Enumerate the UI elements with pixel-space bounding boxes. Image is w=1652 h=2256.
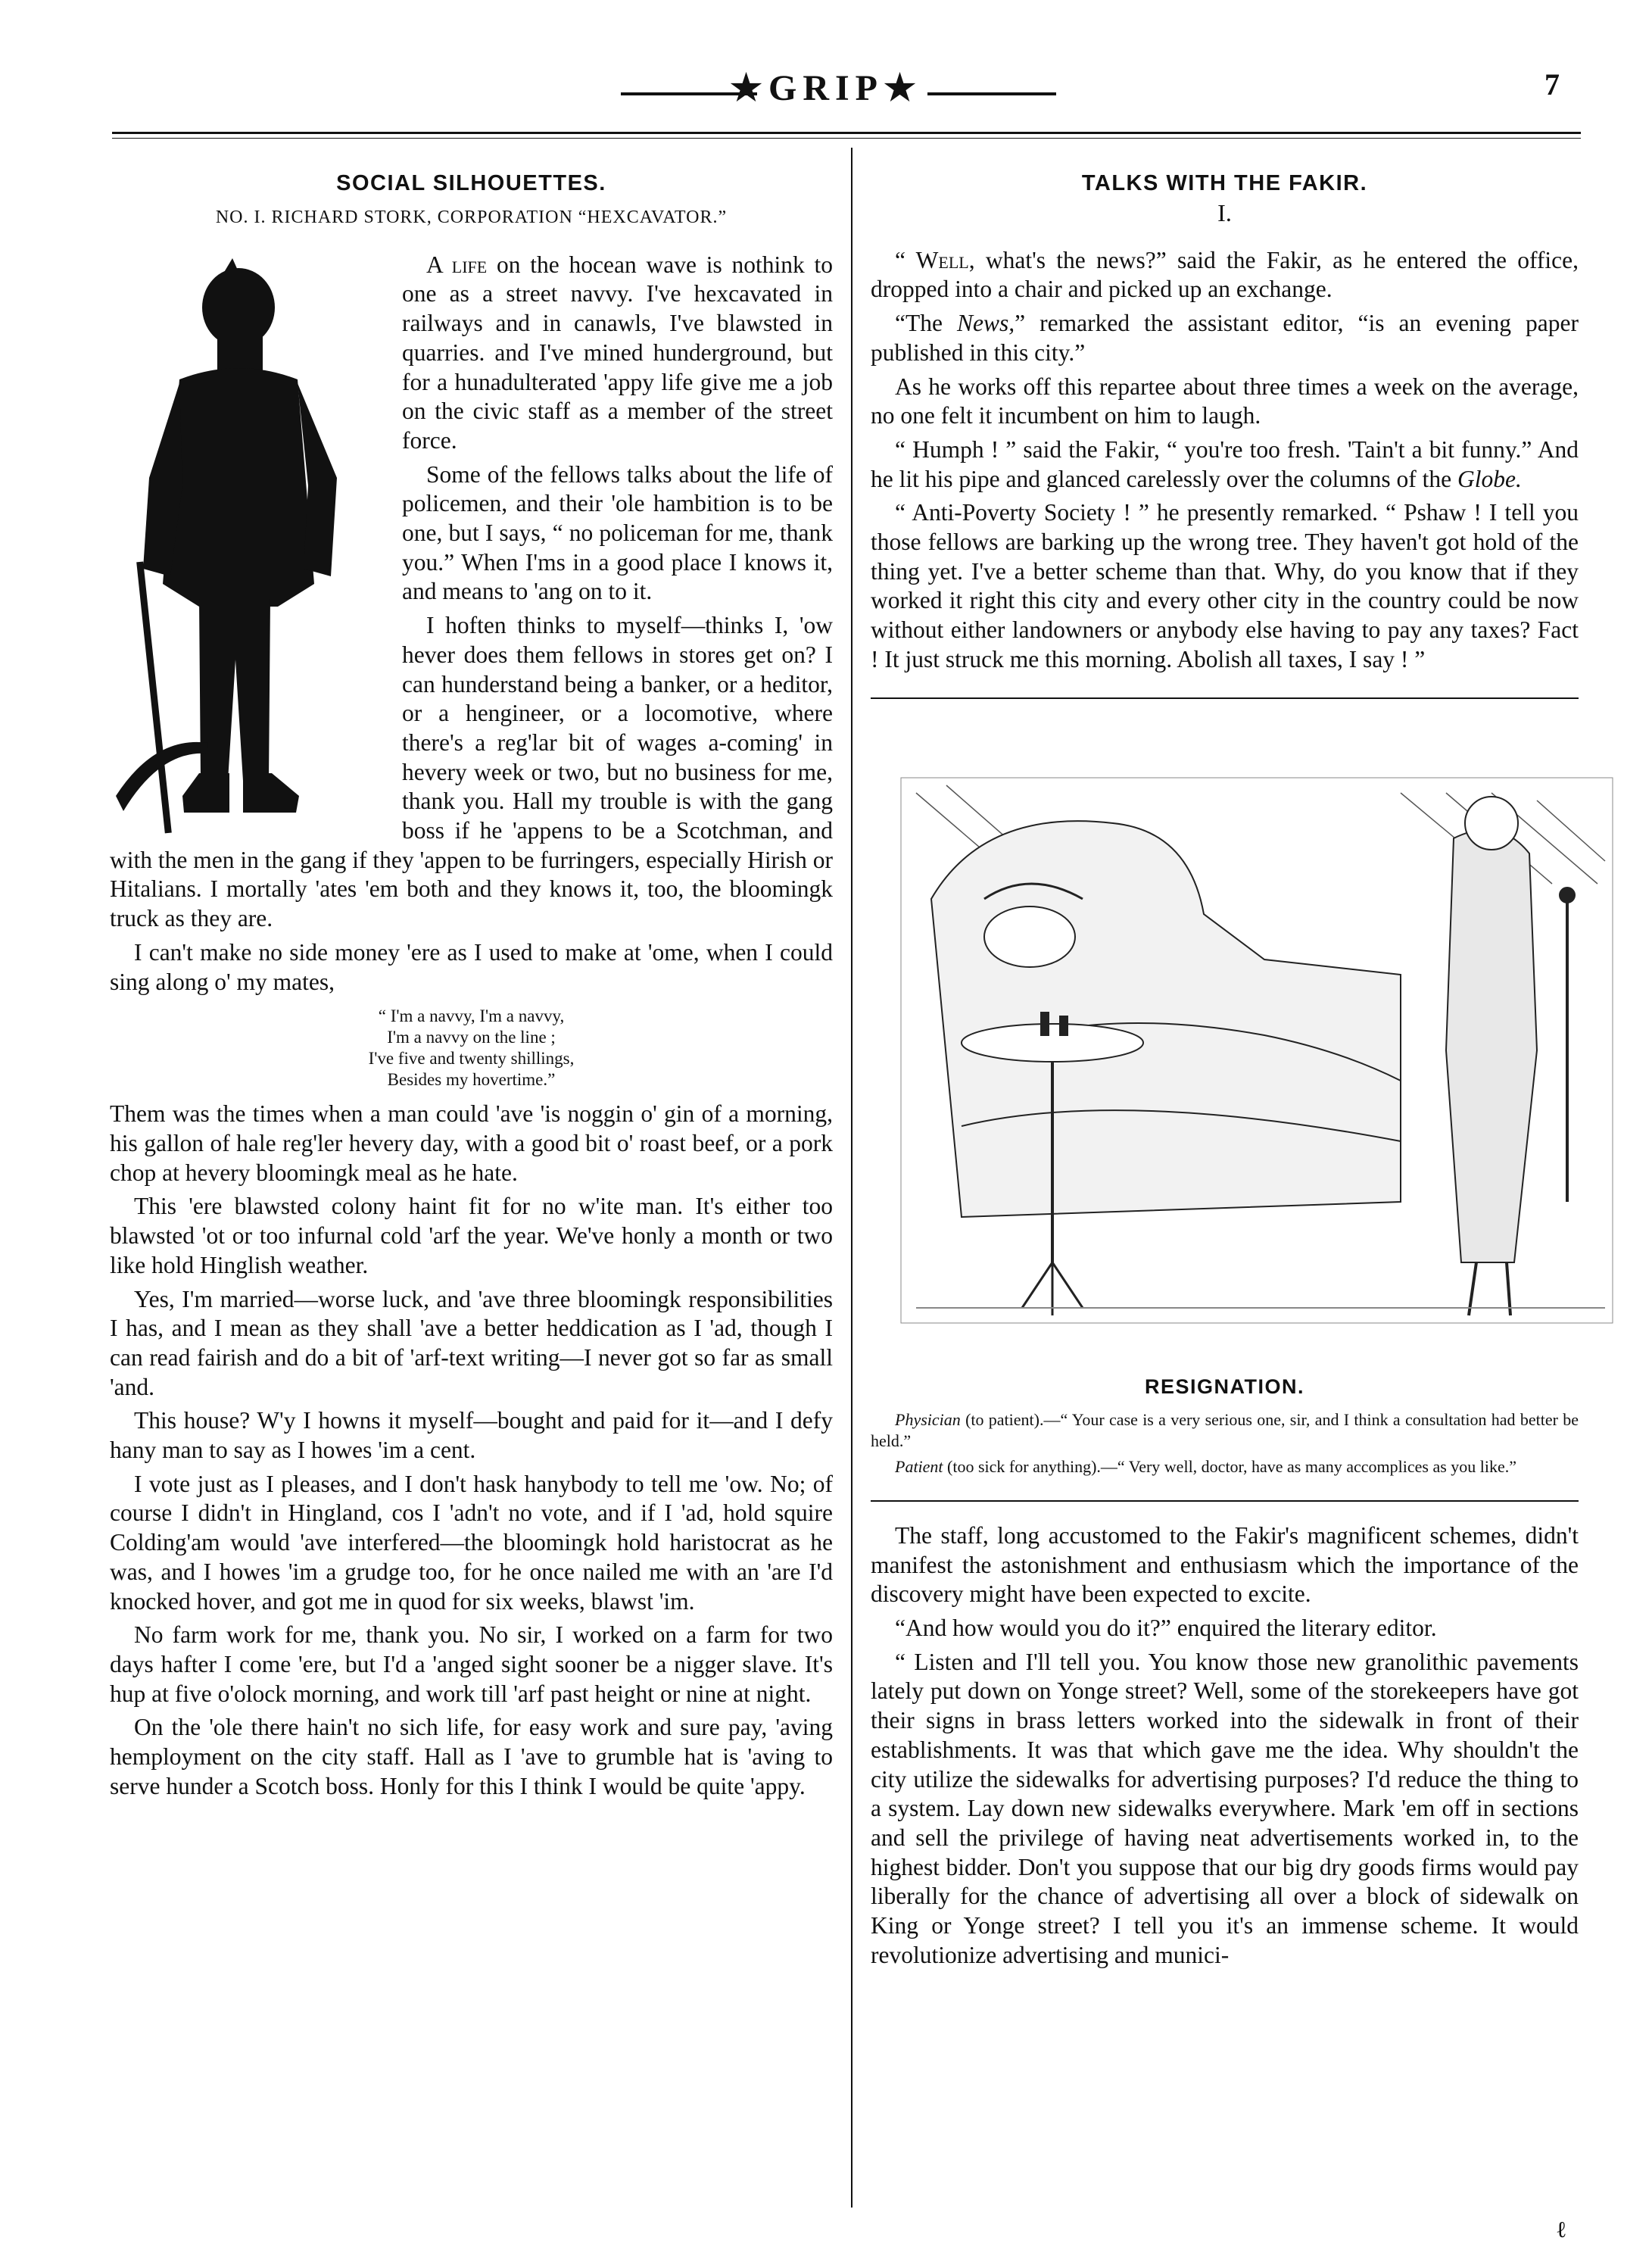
left-para-11: On the 'ole there hain't no sich life, for easy work and sure pay, 'aving hemployment on the city staff. Hall as I 'ave to grumble hat is 'aving to serve hunder a Scotch boss. Honly for this I think I would be quite 'appy. bbox=[110, 1714, 833, 1799]
left-para-1: on the hocean wave is nothink to one as a street navvy. I've hexcavated in railways and in canawls, I've blawsted in quarries. and I've mined hunderground, but for a hunadulterated 'appy life give me a job on the civic staff as a member of the street force. bbox=[402, 251, 834, 454]
right-column bbox=[871, 168, 1579, 1975]
right-para-2b: ” remarked the assistant editor, “is an evening paper published in this city.” bbox=[871, 310, 1579, 366]
caption-patient: (too sick for anything).—“ Very well, doctor, have as many accomplices as you like.” bbox=[947, 1456, 1517, 1476]
verse-line: I've five and twenty shillings, bbox=[368, 1049, 575, 1069]
para1-lead: A life bbox=[426, 251, 488, 278]
section-divider bbox=[871, 1500, 1579, 1502]
right-para-4: “ Humph ! ” said the Fakir, “ you're too fresh. 'Tain't a bit funny.” And he lit his pipe and glanced carelessly over the columns of the bbox=[871, 435, 1579, 492]
right-para-7: “And how would you do it?” enquired the literary editor. bbox=[895, 1615, 1437, 1642]
left-column bbox=[110, 168, 833, 1805]
right-para-5: “ Anti-Poverty Society ! ” he presently remarked. “ Pshaw ! I tell you those fellows are barking up the wrong tree. They haven't got hold of the thing yet. I've a better scheme than that. Why, do you know that if they worked it right this city and every other city in the country could be now without either landowners or anybody else having to pay any taxes? Fact ! It just struck me this morning. Abolish all taxes, I say ! ” bbox=[871, 499, 1579, 672]
newspaper-name-globe: Globe. bbox=[1457, 465, 1522, 492]
page-number: 7 bbox=[1544, 67, 1560, 101]
caption-role-patient: Patient bbox=[895, 1456, 943, 1476]
article-heading-talks-with-fakir: TALKS WITH THE FAKIR. bbox=[1081, 171, 1368, 195]
masthead bbox=[0, 67, 1652, 120]
caption-role-physician: Physician bbox=[895, 1409, 961, 1429]
right-para-2a: “The bbox=[895, 310, 943, 337]
caption-physician: (to patient).—“ Your case is a very serious one, sir, and I think a consultation had better be held.” bbox=[871, 1409, 1579, 1450]
artist-signature: ℓ bbox=[1556, 2217, 1567, 2242]
left-para-8: This house? W'y I howns it myself—bought and paid for it—and I defy hany man to say as I howes 'im a cent. bbox=[110, 1407, 833, 1464]
right-para-6: The staff, long accustomed to the Fakir's magnificent schemes, didn't manifest the astonishment and enthusiasm which the importance of the discovery might have been expected to excite. bbox=[871, 1521, 1579, 1608]
navvy-silhouette-illustration bbox=[110, 251, 390, 841]
top-rule-thin bbox=[112, 138, 1581, 139]
para-lead: “ Well, bbox=[895, 246, 975, 273]
masthead-title: ★GRIP★ bbox=[729, 68, 923, 108]
article-heading-social-silhouettes: SOCIAL SILHOUETTES. bbox=[336, 171, 606, 195]
article-byline: NO. I. RICHARD STORK, CORPORATION “HEXCAVATOR.” bbox=[215, 208, 728, 227]
left-para-5: Them was the times when a man could 'ave 'is noggin o' gin of a morning, his gallon of hale reg'ler hevery day, with a good bit o' roast beef, or a pork chop at hevery bloomingk meal as he hate. bbox=[110, 1100, 833, 1186]
left-para-2: Some of the fellows talks about the life of policemen, and their 'ole hambition is to be one, but I says, “ no policeman for me, thank you.” When I'ms in a good place I knows it, and means to 'ang on to it. bbox=[402, 460, 833, 605]
section-divider bbox=[871, 697, 1579, 699]
right-para-3: As he works off this repartee about three times a week on the average, no one felt it incumbent on him to laugh. bbox=[871, 373, 1579, 429]
verse-line: “ I'm a navvy, I'm a navvy, bbox=[378, 1006, 565, 1026]
verse-line: I'm a navvy on the line ; bbox=[387, 1028, 556, 1047]
navvy-song-verse bbox=[110, 1006, 833, 1091]
masthead-rule-right bbox=[927, 92, 1056, 95]
right-para-1: what's the news?” said the Fakir, as he entered the office, dropped into a chair and picked up an exchange. bbox=[871, 246, 1579, 303]
illustration-title: RESIGNATION. bbox=[1144, 1375, 1304, 1399]
left-para-10: No farm work for me, thank you. No sir, I worked on a farm for two days hafter I come 'ere, but I'd a 'anged sight sooner be a nigger slave. It's hup at five o'olock morning, and work till 'arf past height or nine at night. bbox=[110, 1621, 833, 1707]
newspaper-name-news: News, bbox=[957, 310, 1015, 337]
left-para-7: Yes, I'm married—worse luck, and 'ave three bloomingk responsibilities I has, and I mean as they shall 'ave a better heddication as I 'ad, though I can read fairish and do a bit of 'arf-text writing—I never got so far as small 'and. bbox=[110, 1285, 833, 1400]
left-para-3: I hoften thinks to myself—thinks I, 'ow hever does them fellows in stores get on? I can hunderstand being a banker, or a heditor, or a hengineer, or a locomotive, where there's a reg'lar bit of wages a-coming' in hevery week or two, but no business for me, thank you. Hall my trouble is with the gang boss if he 'appens to be a Scotchman, and with the men in the gang if they 'appen to be furringers, especially Hirish or Hitalians. I mortally 'ates 'em both and they knows it, too, the bloomingk truck as they are. bbox=[110, 612, 833, 932]
top-rule bbox=[112, 132, 1581, 134]
left-para-9: I vote just as I pleases, and I don't hask hanybody to tell me 'ow. No; of course I didn't in Hingland, cos I 'adn't no vote, and if I 'ad, hold squire Colding'am would 'ave interfered—the bloomingk hold haristocrat as he was, and I howes 'im a grudge too, for he once nailed me with an 'are I'd knocked hover, and got me in quod for six weeks, blawst 'im. bbox=[110, 1470, 833, 1615]
article-part-number: I. bbox=[1217, 199, 1232, 226]
right-para-8: “ Listen and I'll tell you. You know those new granolithic pavements lately put down on Yonge street? Well, some of the storekeepers have got their signs in brass letters worked into the sidewalk in front of their establishments. It was that which gave me the idea. Why shouldn't the city utilize the sidewalks for advertising purposes? I'd reduce the thing to a system. Lay down new sidewalks everywhere. Mark 'em off in sections and sell the privilege of having neat advertisements worked in, to the highest bidder. Don't you suppose that our big dry goods firms would pay liberally for the chance of advertising all over a block of sidewalk on King or Yonge street? I tell you it's an immense scheme. It would revolutionize advertising and munici- bbox=[871, 1648, 1579, 1968]
resignation-cartoon-illustration bbox=[871, 732, 1635, 1353]
column-divider bbox=[851, 148, 852, 2208]
left-para-6: This 'ere blawsted colony haint fit for no w'ite man. It's either too blawsted 'ot or too infurnal cold 'arf the year. We've honly a month or two like hold Hinglish weather. bbox=[110, 1193, 833, 1278]
verse-line: Besides my hovertime.” bbox=[387, 1070, 556, 1090]
left-para-4: I can't make no side money 'ere as I used to make at 'ome, when I could sing along o' my mates, bbox=[110, 938, 833, 995]
